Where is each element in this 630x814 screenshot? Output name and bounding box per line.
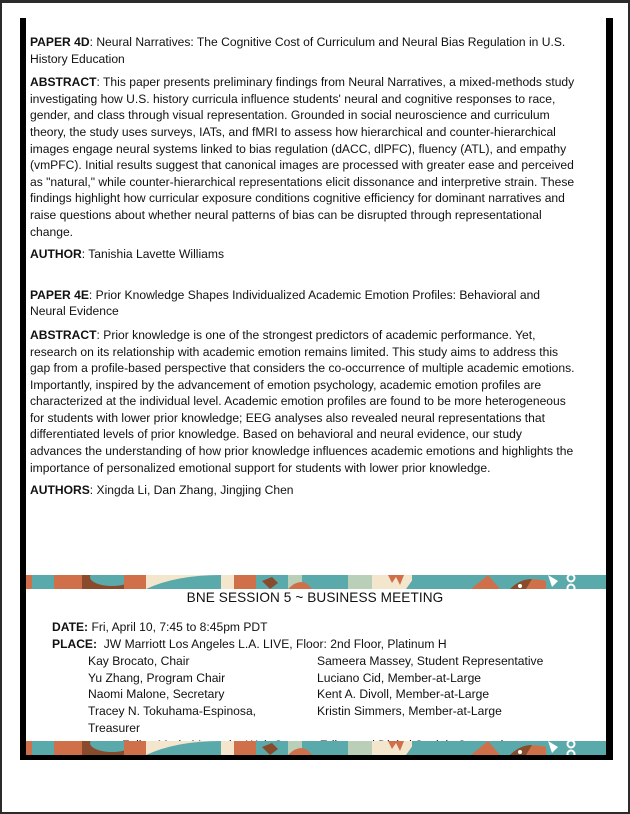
officer-item: Sameera Massey, Student Representative <box>317 654 544 668</box>
author-names: Xingda Li, Dan Zhang, Jingjing Chen <box>96 483 294 498</box>
paper-title-text: Prior Knowledge Shapes Individualized Academic Emotion Profiles: Behavioral and Neural Evidence <box>30 287 541 319</box>
date-value: Fri, April 10, 7:45 to 8:45pm PDT <box>91 620 268 634</box>
officer-item: Tracey N. Tokuhama-Espinosa, <box>88 704 257 719</box>
paper-authors: AUTHORS: Xingda Li, Dan Zhang, Jingjing Chen <box>30 483 294 498</box>
paper-abstract: ABSTRACT: This paper presents preliminary findings from Neural Narratives, a mixed-methods study investigating how U.S. history curricula influence students' neural and cognitive responses to race, gender, and class through visual representation. Grounded in social neuroscience and curriculum theory, the study uses surveys, IATs, and fMRI to assess how hierarchical and counter-hierarchical images engage neural systems linked to bias regulation (dACC, dlPFC), fluency (ATL), and empathy (vmPFC). Initial results suggest that canonical images are processed with greater ease and perceived as "natural," while counter-hierarchical representations elicit dissonance and interpretive strain. These findings highlight how curricular exposure conditions cognitive efficiency for dominant narratives and raise questions about whether neural patterns of bias can be disrupted through representational change. <box>30 75 575 239</box>
banner-shape <box>348 575 372 589</box>
officers-left-column <box>88 653 308 737</box>
abstract-text: This paper presents preliminary findings from Neural Narratives, a mixed-methods study investigating how U.S. history curricula influence students' neural and cognitive responses to race, gender, and class through visual representation. Grounded in social neuroscience and curriculum theory, the study uses surveys, IATs, and fMRI to assess how hierarchical and counter-hierarchical images engage neural systems linked to bias regulation (dACC, dlPFC), fluency (ATL), and empathy (vmPFC). Initial results suggest that canonical images are processed with greater ease and perceived as "natural," while counter-hierarchical representations elicit dissonance and interpretive strain. These findings highlight how curricular exposure conditions cognitive efficiency for dominant narratives and raise questions about whether neural patterns of bias can be disrupted through representational change. <box>30 75 575 239</box>
abstract-label: ABSTRACT <box>30 75 97 90</box>
banner-shape <box>54 741 82 755</box>
banner-shape <box>582 575 606 589</box>
paper-authors: AUTHOR: Tanishia Lavette Williams <box>30 247 225 262</box>
banner-shape <box>582 741 606 755</box>
officer-item: Treasurer <box>88 720 140 735</box>
banner-shape <box>26 575 32 589</box>
banner-shape <box>348 741 372 755</box>
banner-shape <box>518 750 522 754</box>
paper-title-text: Neural Narratives: The Cognitive Cost of Curriculum and Neural Bias Regulation in U.S. History Education <box>30 35 566 66</box>
decorative-pattern-icon <box>26 741 606 755</box>
paper-title: PAPER 4D: Neural Narratives: The Cognitive Cost of Curriculum and Neural Bias Regulation in U.S. History Education <box>30 35 566 66</box>
author-names: Tanishia Lavette Williams <box>88 247 225 262</box>
author-label: AUTHORS <box>30 483 90 498</box>
session-title: BNE SESSION 5 ~ BUSINESS MEETING <box>186 590 444 605</box>
place-label: PLACE: <box>52 636 98 651</box>
paper-label: PAPER 4D <box>30 35 90 49</box>
banner-shape <box>54 575 82 589</box>
decorative-banner-top <box>26 575 606 589</box>
decorative-pattern-icon <box>26 575 606 589</box>
paper-label: PAPER 4E <box>30 287 89 302</box>
officer-item: Luciano Cid, Member-at-Large <box>317 670 482 685</box>
meeting-place <box>52 636 592 653</box>
abstract-text: Prior knowledge is one of the strongest predictors of academic performance. Yet, research on its relationship with academic emotion remains limited. This study aims to address this gap from a profile-based perspective that considers the co-occurrence of multiple academic emotions. Importantly, inspired by the advancement of emotion psychology, academic emotion profiles are characterized at the individual level. Academic emotion profiles are found to be more heterogeneous for students with lower prior knowledge; EEG analyses also revealed neural representations that differentiated levels of prior knowledge. Based on behavioral and neural evidence, our study advances the understanding of how prior knowledge influences academic emotions and highlights the importance of personalized emotional support for students with lower prior knowledge. <box>30 327 575 475</box>
paper-title: PAPER 4E: Prior Knowledge Shapes Individualized Academic Emotion Profiles: Behavioral and Neural Evidence <box>30 287 541 319</box>
banner-shape <box>234 741 256 755</box>
decorative-banner-bottom <box>26 741 606 755</box>
papers-section <box>30 34 575 523</box>
banner-shape <box>234 575 256 589</box>
paper-abstract: ABSTRACT: Prior knowledge is one of the strongest predictors of academic performance. Yet, research on its relationship with academic emotion remains limited. This study aims to address this gap from a profile-based perspective that considers the co-occurrence of multiple academic emotions. Importantly, inspired by the advancement of emotion psychology, academic emotion profiles are characterized at the individual level. Academic emotion profiles are found to be more heterogeneous for students with lower prior knowledge; EEG analyses also revealed neural representations that differentiated levels of prior knowledge. Based on behavioral and neural evidence, our study advances the understanding of how prior knowledge influences academic emotions and highlights the importance of personalized emotional support for students with lower prior knowledge. <box>30 327 575 475</box>
officer-item: Kent A. Divoll, Member-at-Large <box>317 687 490 702</box>
author-label: AUTHOR <box>30 247 82 262</box>
place-value: JW Marriott Los Angeles L.A. LIVE, Floor: 2nd Floor, Platinum H <box>103 636 447 651</box>
officer-item: Naomi Malone, Secretary <box>88 687 225 702</box>
banner-shape <box>124 575 146 589</box>
banner-shape <box>26 741 32 755</box>
officer-item: Kristin Simmers, Member-at-Large <box>317 704 502 719</box>
banner-shape <box>518 584 522 588</box>
paper-4e <box>30 287 575 499</box>
officer-item: Kay Brocato, Chair <box>88 654 190 668</box>
paper-4d <box>30 34 575 263</box>
abstract-label: ABSTRACT <box>30 327 97 342</box>
banner-shape <box>124 741 146 755</box>
meeting-details <box>52 619 592 652</box>
officers-right-column <box>317 653 597 720</box>
meeting-date <box>52 619 592 636</box>
officer-item: Yu Zhang, Program Chair <box>88 670 226 685</box>
date-label: DATE: <box>52 620 89 634</box>
